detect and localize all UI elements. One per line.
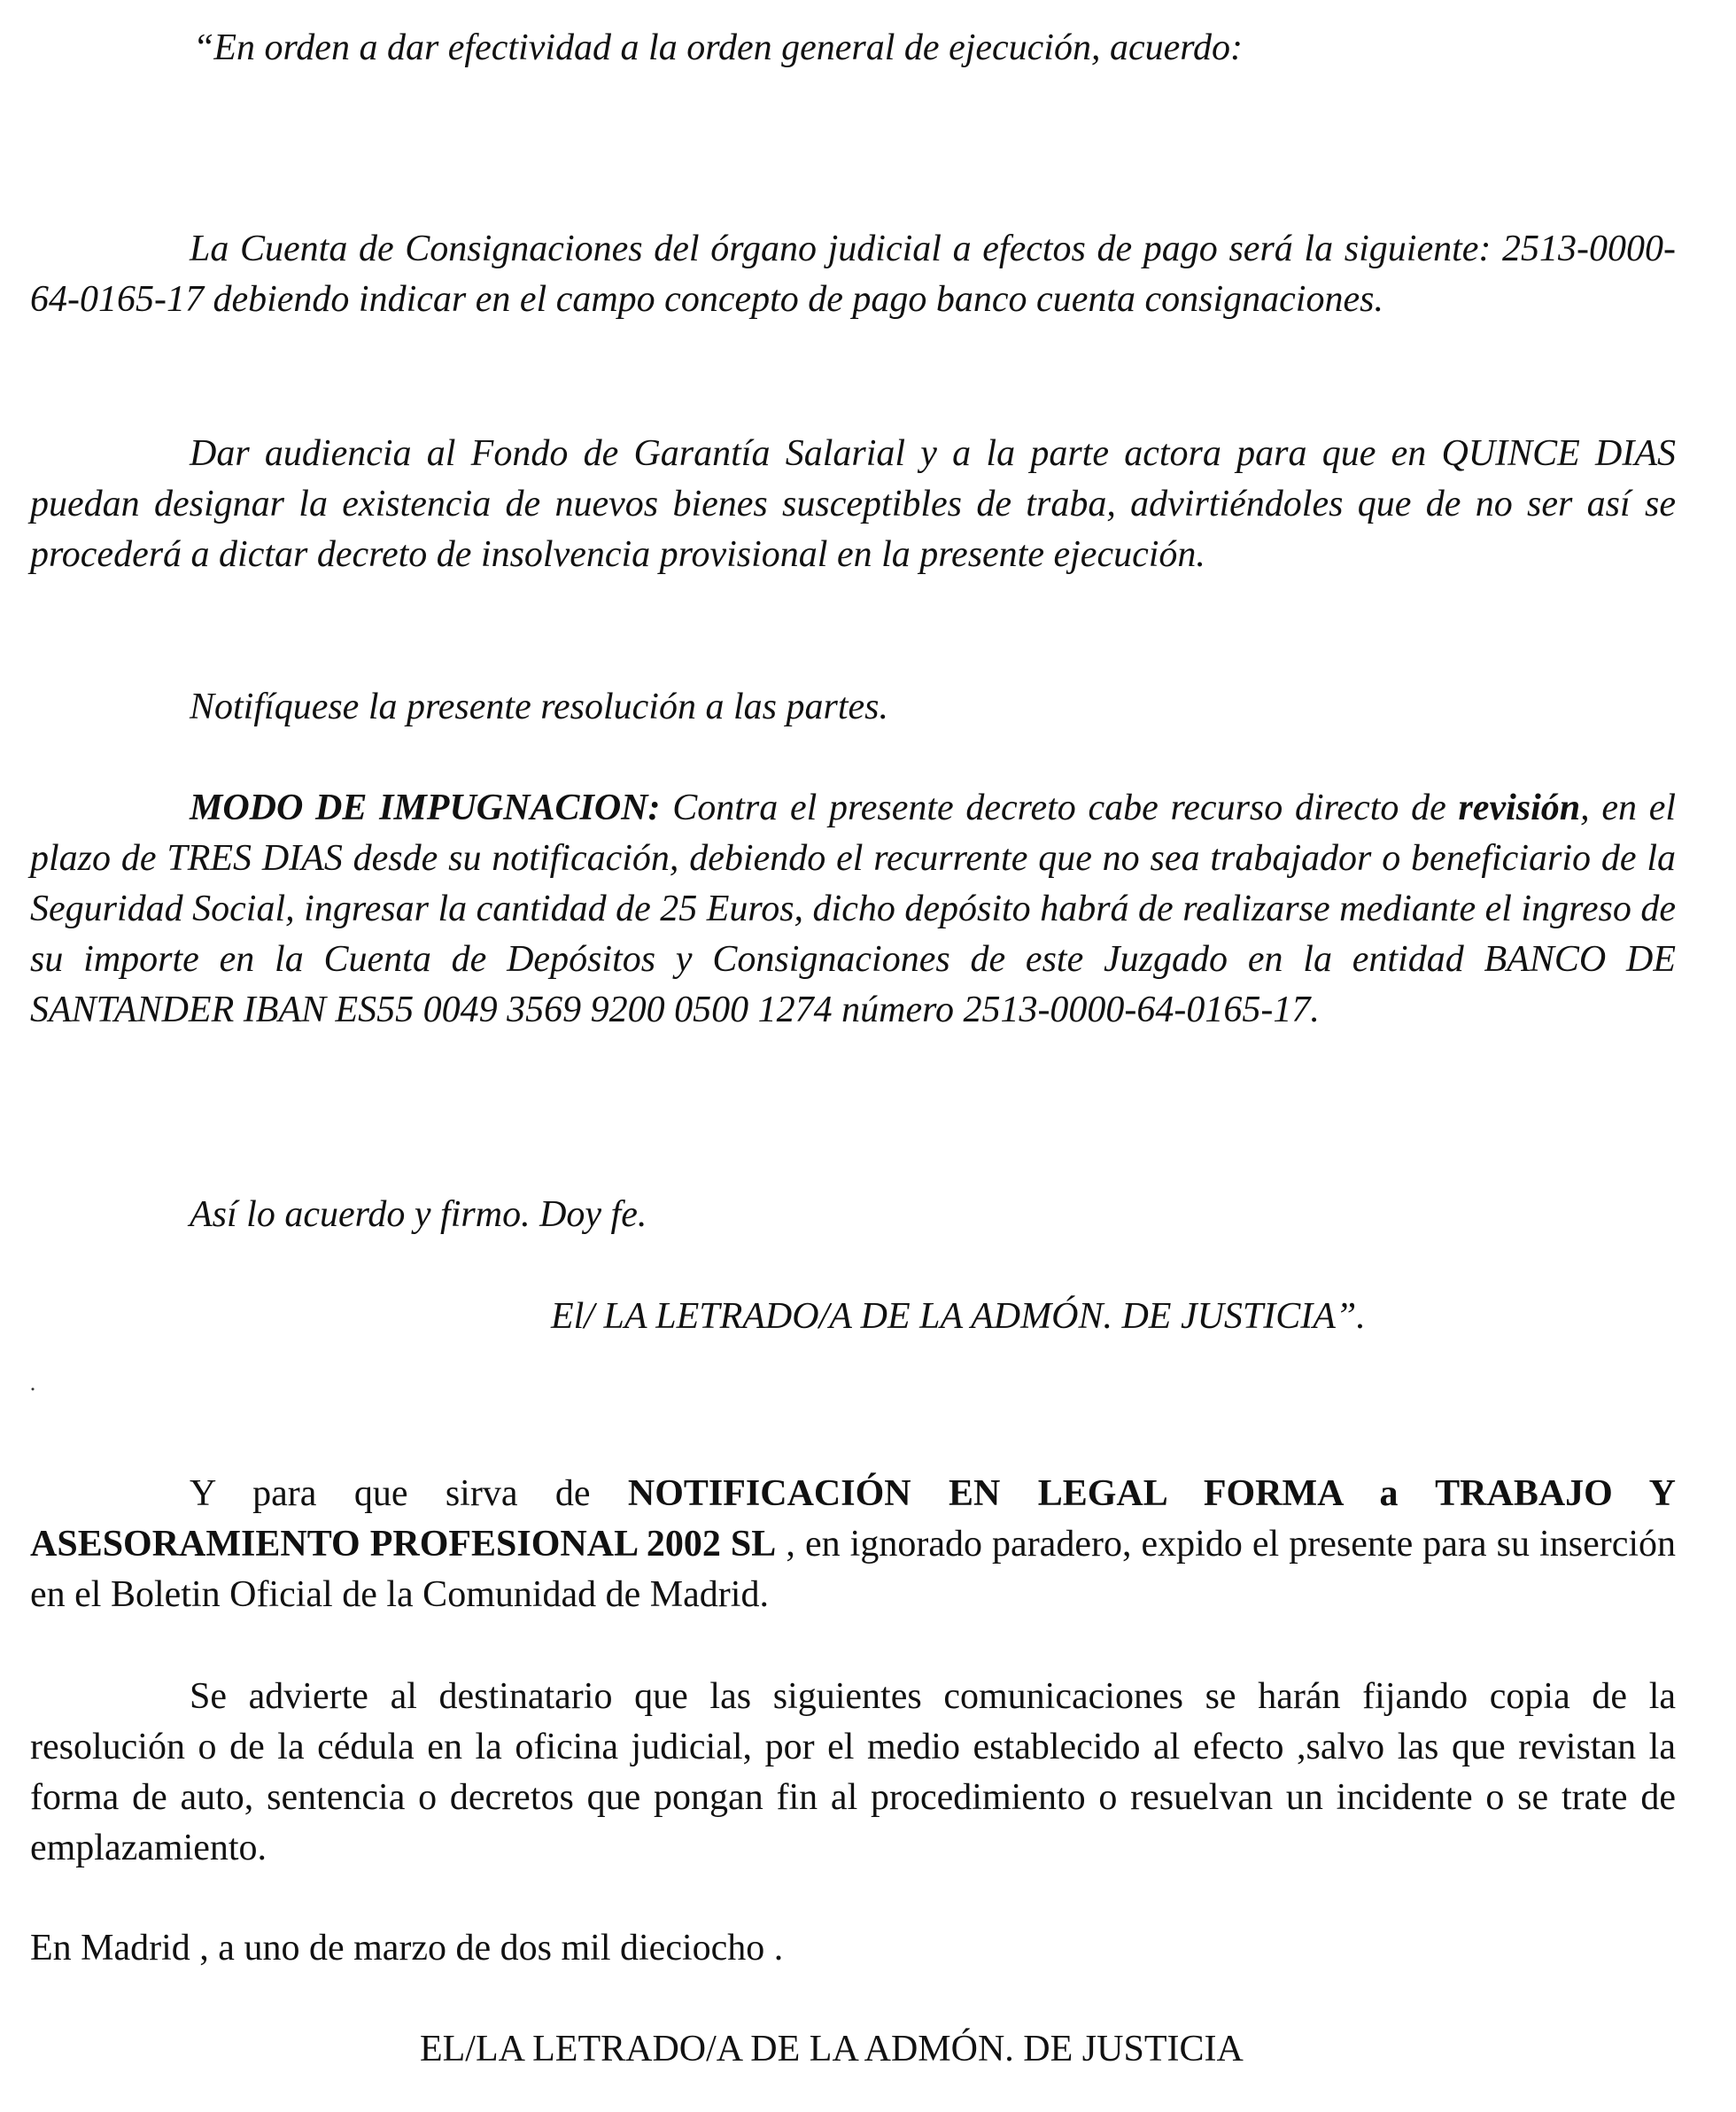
modo-text-2: , en el plazo de TRES DIAS desde su notificación, debiendo el recurrente que no sea trabajador o beneficiario de la Seguridad Social, ingresar la cantidad de 25 Euros, dicho depósito habrá de realizarse mediante el ingreso de su importe en la Cuenta de Depósitos y Consignaciones de este Juzgado en la entidad BANCO DE SANTANDER IBAN ES55 0049 3569 9200 0500 1274 número 2513-0000-64-0165-17. <box>30 788 1677 1030</box>
notificacion-bold: NOTIFICACIÓN EN LEGAL FORMA a TRABAJO Y ASESORAMIENTO PROFESIONAL 2002 SL <box>30 1473 1677 1565</box>
modo-revision: revisión <box>1458 788 1581 828</box>
stray-dot <box>30 1380 35 1386</box>
firma-1: El/ LA LETRADO/A DE LA ADMÓN. DE JUSTICIA”. <box>551 1296 1366 1337</box>
modo-heading: MODO DE IMPUGNACION: <box>190 788 661 828</box>
notificacion-text-1: Y para que sirva de <box>190 1473 628 1514</box>
acuerdo-paragraph: Así lo acuerdo y firmo. Doy fe. <box>190 1194 647 1235</box>
modo-text-1: Contra el presente decreto cabe recurso directo de <box>660 788 1459 828</box>
modo-impugnacion-paragraph <box>30 783 1676 1036</box>
cuenta-paragraph: La Cuenta de Consignaciones del órgano judicial a efectos de pago será la siguiente: 2513-0000-64-0165-17 debiendo indicar en el campo concepto de pago banco cuenta consignaciones. <box>30 229 1676 320</box>
notificacion-paragraph <box>30 1469 1676 1620</box>
firma-2: EL/LA LETRADO/A DE LA ADMÓN. DE JUSTICIA <box>420 2029 1244 2069</box>
intro-paragraph: “En orden a dar efectividad a la orden general de ejecución, acuerdo: <box>193 27 1244 68</box>
audiencia-paragraph: Dar audiencia al Fondo de Garantía Salarial y a la parte actora para que en QUINCE DIAS puedan designar la existencia de nuevos bienes susceptibles de traba, advirtiéndoles que de no ser así se procederá a dictar decreto de insolvencia provisional en la presente ejecución. <box>30 433 1676 575</box>
notifiquese-paragraph: Notifíquese la presente resolución a las partes. <box>190 687 888 727</box>
notificacion-text-2: , en ignorado paradero, expido el presente para su inserción en el Boletin Oficial de la Comunidad de Madrid. <box>30 1524 1677 1615</box>
advierte-paragraph: Se advierte al destinatario que las siguientes comunicaciones se harán fijando copia de la resolución o de la cédula en la oficina judicial, por el medio establecido al efecto ,salvo las que revistan la forma de auto, sentencia o decretos que pongan fin al procedimiento o resuelvan un incidente o se trate de emplazamiento. <box>30 1676 1676 1868</box>
fecha-paragraph: En Madrid , a uno de marzo de dos mil dieciocho . <box>30 1928 784 1968</box>
